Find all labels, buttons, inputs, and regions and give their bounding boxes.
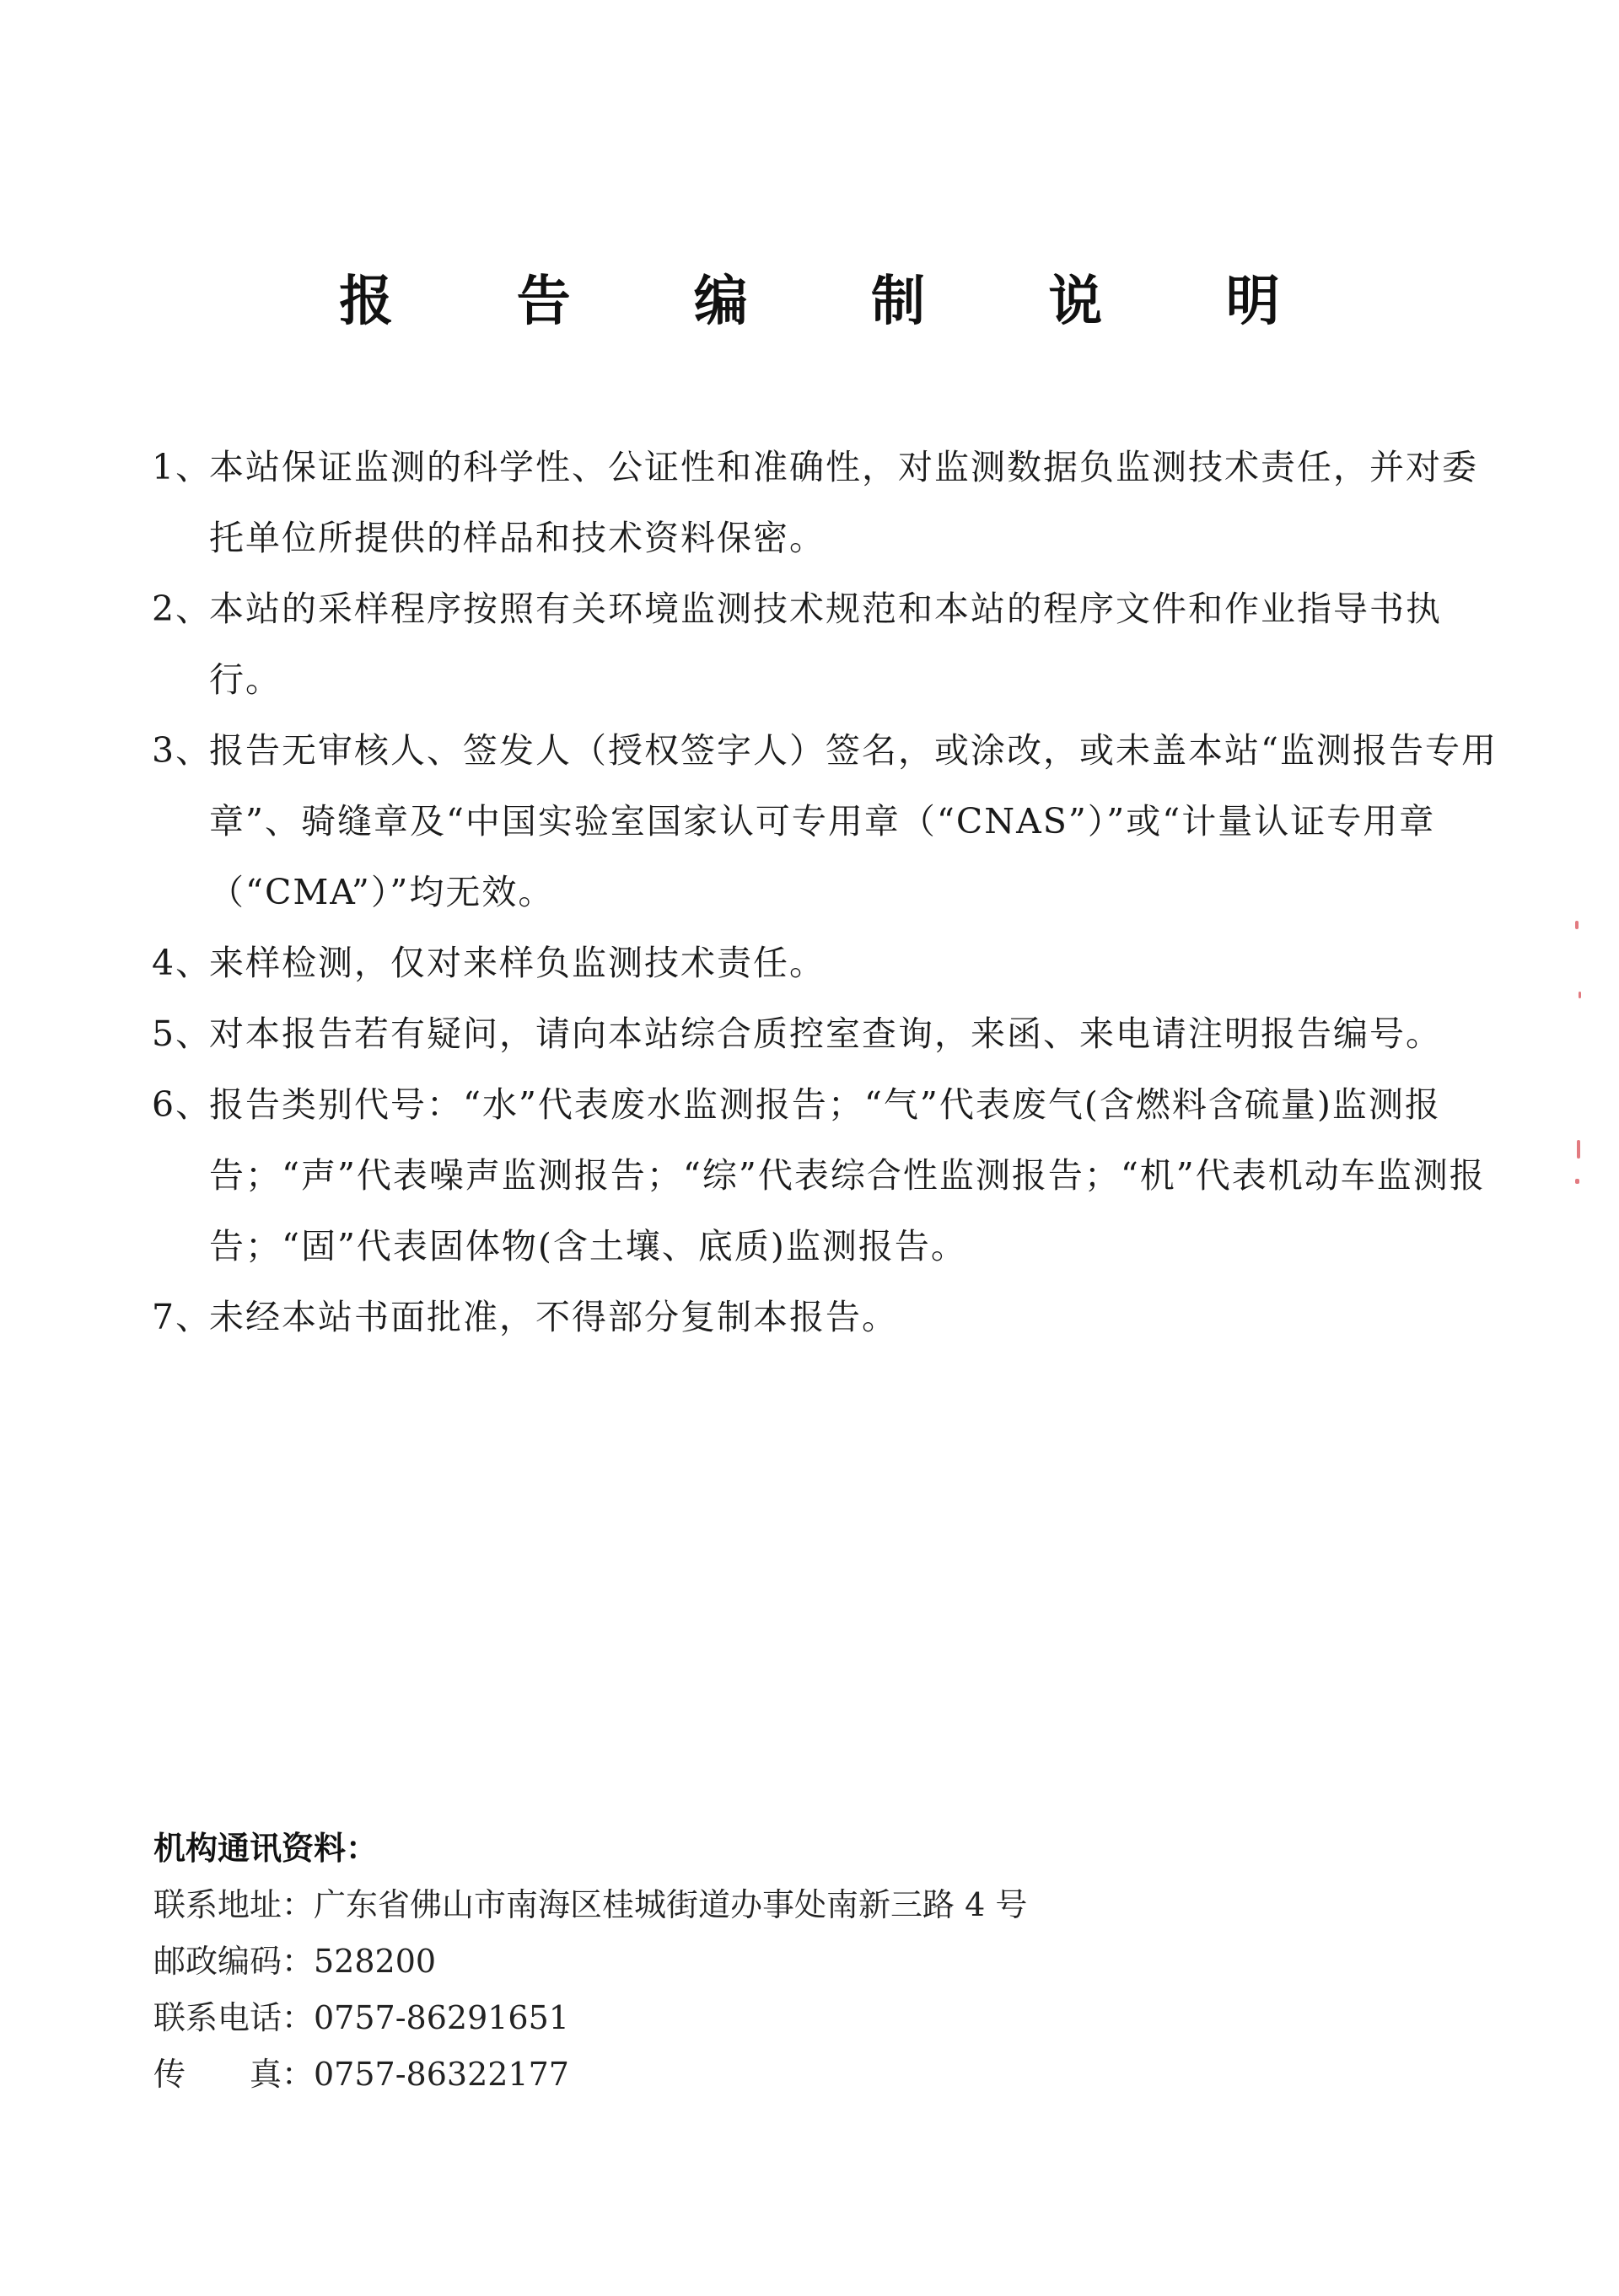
note-text: 本站保证监测的科学性、公证性和准确性，对监测数据负监测技术责任，并对委托单位所提供的样品和技术资料保密。 xyxy=(209,447,1478,558)
note-number: 5、 xyxy=(152,1014,212,1054)
note-text: 本站的采样程序按照有关环境监测技术规范和本站的程序文件和作业指导书执行。 xyxy=(209,589,1442,700)
contact-info xyxy=(153,1820,1334,2103)
contact-fax: 传 真：0757-86322177 xyxy=(153,2056,569,2093)
note-item xyxy=(152,432,1501,573)
seal-bleed-mark xyxy=(1575,1179,1579,1184)
note-item xyxy=(152,1282,1501,1352)
note-item xyxy=(152,998,1501,1069)
note-text: 报告类别代号：“水”代表废水监测报告；“气”代表废气(含燃料含硫量)监测报告；“声”代表噪声监测报告；“综”代表综合性监测报告；“机”代表机动车监测报告；“固”代表固体物(含土壤、底质)监测报告。 xyxy=(209,1084,1486,1266)
note-number: 6、 xyxy=(152,1084,212,1125)
note-item xyxy=(152,1069,1501,1282)
note-text: 报告无审核人、签发人（授权签字人）签名，或涂改，或未盖本站“监测报告专用章”、骑缝章及“中国实验室国家认可专用章（“CNAS”）”或“计量认证专用章（“CMA”）”均无效。 xyxy=(209,730,1498,912)
seal-bleed-mark xyxy=(1575,921,1579,929)
contact-heading: 机构通讯资料： xyxy=(153,1830,379,1867)
note-number: 3、 xyxy=(152,730,212,771)
note-text: 对本报告若有疑问，请向本站综合质控室查询，来函、来电请注明报告编号。 xyxy=(209,1014,1442,1054)
note-number: 2、 xyxy=(152,589,212,629)
note-item xyxy=(152,573,1501,715)
page-title: 报 告 编 制 说 明 xyxy=(339,271,1332,333)
seal-bleed-mark xyxy=(1579,992,1581,998)
contact-phone: 联系电话：0757-86291651 xyxy=(153,1999,569,2036)
note-item xyxy=(152,928,1501,998)
note-number: 4、 xyxy=(152,943,212,983)
notes-list xyxy=(152,432,1501,1352)
contact-postal-code: 邮政编码：528200 xyxy=(153,1943,437,1980)
seal-bleed-mark xyxy=(1577,1140,1580,1159)
note-item xyxy=(152,715,1501,928)
note-text: 未经本站书面批准，不得部分复制本报告。 xyxy=(209,1297,898,1337)
note-number: 7、 xyxy=(152,1297,212,1337)
note-number: 1、 xyxy=(152,447,212,487)
note-text: 来样检测，仅对来样负监测技术责任。 xyxy=(209,943,826,983)
contact-address: 联系地址：广东省佛山市南海区桂城街道办事处南新三路 4 号 xyxy=(153,1886,1028,1923)
